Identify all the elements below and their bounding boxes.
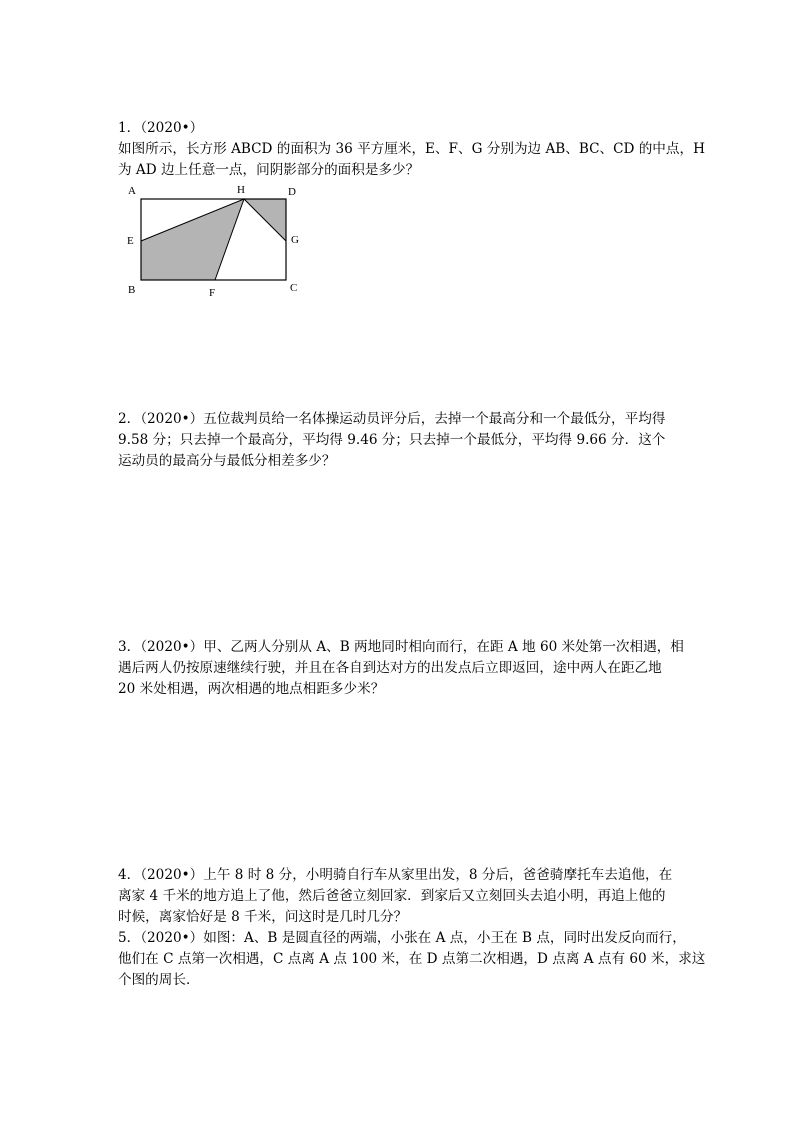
problem-2-line-3: 运动员的最高分与最低分相差多少？ [118,453,336,469]
problem-5-line-2: 他们在 C 点第一次相遇，C 点离 A 点 100 米，在 D 点第二次相遇，D 点离 A 点有 60 米，求这 [118,951,706,967]
problem-2-line-2: 9.58 分；只去掉一个最高分，平均得 9.46 分；只去掉一个最低分，平均得 9.66 分．这个 [118,432,666,448]
label-e: E [127,235,134,247]
label-a: A [128,185,136,197]
problem-4-line-2: 离家 4 千米的地方追上了他，然后爸爸立刻回家．到家后又立刻回头去追小明，再追上他的 [118,888,666,904]
rectangle-figure [118,180,318,300]
shaded-triangle [244,199,286,241]
label-b: B [128,284,136,296]
problem-3-line-2: 遇后两人仍按原速继续行驶，并且在各自到达对方的出发点后立即返回，途中两人在距乙地 [118,660,662,676]
problem-4-line-3: 时候，离家恰好是 8 千米，问这时是几时几分？ [118,909,408,925]
problem-1-line-1: 1．（2020•） [118,120,204,136]
shaded-quadrilateral [141,199,244,280]
label-f: F [209,287,216,299]
problem-2-line-1: 2．（2020•）五位裁判员给一名体操运动员评分后，去掉一个最高分和一个最低分，平均得 [118,411,666,427]
problem-3-line-1: 3．（2020•）甲、乙两人分别从 A、B 两地同时相向而行，在距 A 地 60 米处第一次相遇，相 [118,639,684,655]
problem-3-line-3: 20 米处相遇，两次相遇的地点相距多少米？ [118,681,385,697]
label-g: G [291,234,299,246]
problem-5-line-3: 个图的周长． [118,972,200,988]
problem-4-line-1: 4．（2020•）上午 8 时 8 分，小明骑自行车从家里出发，8 分后，爸爸骑摩托车去追他，在 [118,867,673,883]
problem-1-line-2: 如图所示，长方形 ABCD 的面积为 36 平方厘米，E、F、G 分别为边 AB、BC、CD 的中点，H [118,141,705,157]
label-d: D [288,186,296,198]
label-h: H [237,184,245,196]
problem-1-line-3: 为 AD 边上任意一点，问阴影部分的面积是多少？ [118,162,420,178]
problem-5-line-1: 5．（2020•）如图：A、B 是圆直径的两端，小张在 A 点，小王在 B 点，同时出发反向而行， [118,930,686,946]
label-c: C [290,282,298,294]
